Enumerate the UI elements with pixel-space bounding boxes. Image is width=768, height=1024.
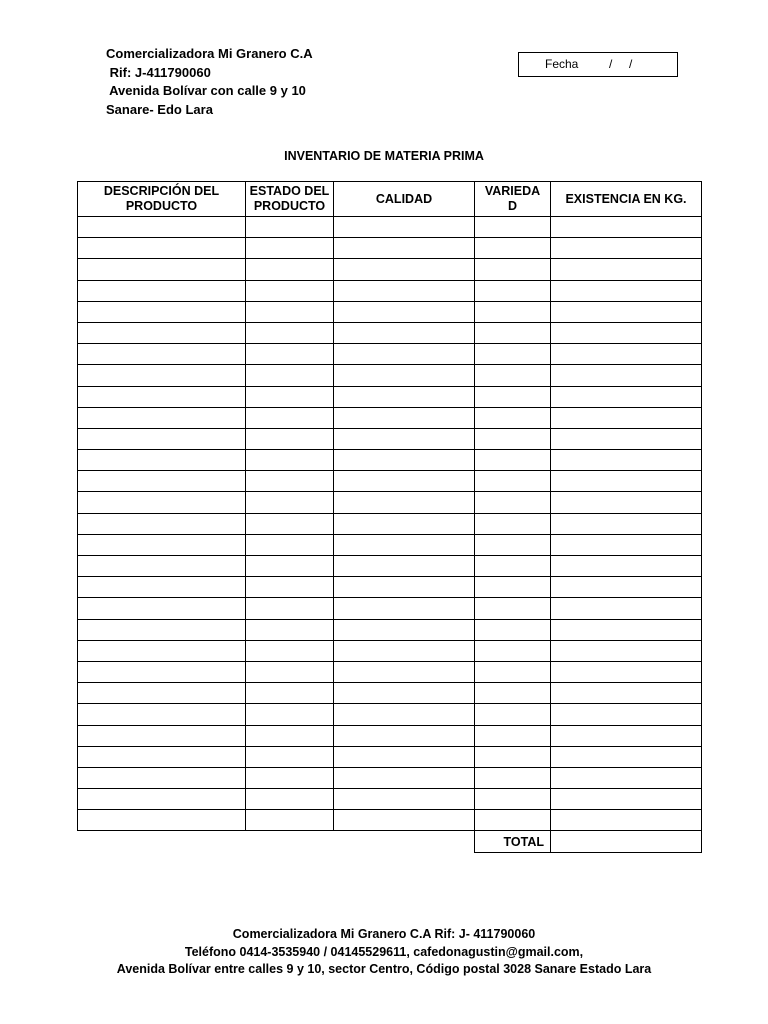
table-cell[interactable] bbox=[78, 789, 246, 810]
table-cell[interactable] bbox=[246, 767, 334, 788]
table-row bbox=[78, 450, 702, 471]
table-cell[interactable] bbox=[78, 661, 246, 682]
table-cell[interactable] bbox=[551, 534, 702, 555]
table-cell[interactable] bbox=[78, 746, 246, 767]
table-cell[interactable] bbox=[78, 238, 246, 259]
table-cell[interactable] bbox=[551, 217, 702, 238]
table-cell[interactable] bbox=[78, 280, 246, 301]
table-cell[interactable] bbox=[246, 683, 334, 704]
table-cell[interactable] bbox=[246, 534, 334, 555]
table-cell[interactable] bbox=[551, 280, 702, 301]
table-cell[interactable] bbox=[551, 746, 702, 767]
table-cell[interactable] bbox=[551, 810, 702, 831]
table-cell[interactable] bbox=[246, 428, 334, 449]
table-cell[interactable] bbox=[551, 492, 702, 513]
company-header bbox=[106, 45, 313, 119]
table-cell[interactable] bbox=[78, 577, 246, 598]
table-cell[interactable] bbox=[551, 725, 702, 746]
header-variedad: VARIEDA D bbox=[475, 182, 551, 217]
table-cell[interactable] bbox=[334, 810, 475, 831]
table-row bbox=[78, 640, 702, 661]
table-cell[interactable] bbox=[551, 704, 702, 725]
table-cell[interactable] bbox=[475, 619, 551, 640]
table-cell[interactable] bbox=[475, 492, 551, 513]
table-cell[interactable] bbox=[78, 513, 246, 534]
table-cell[interactable] bbox=[551, 619, 702, 640]
table-row bbox=[78, 492, 702, 513]
table-cell[interactable] bbox=[334, 704, 475, 725]
table-cell[interactable] bbox=[475, 534, 551, 555]
table-cell[interactable] bbox=[78, 217, 246, 238]
table-cell[interactable] bbox=[475, 789, 551, 810]
total-label: TOTAL bbox=[475, 831, 551, 852]
date-separator: / bbox=[609, 57, 613, 71]
table-row bbox=[78, 238, 702, 259]
table-cell[interactable] bbox=[475, 556, 551, 577]
table-row bbox=[78, 344, 702, 365]
table-cell[interactable] bbox=[246, 217, 334, 238]
date-field[interactable] bbox=[518, 52, 678, 77]
footer-line: Teléfono 0414-3535940 / 04145529611, cafedonagustin@gmail.com, bbox=[184, 944, 584, 959]
table-cell[interactable] bbox=[246, 322, 334, 343]
table-cell[interactable] bbox=[475, 513, 551, 534]
table-cell[interactable] bbox=[246, 407, 334, 428]
table-cell[interactable] bbox=[246, 344, 334, 365]
table-cell[interactable] bbox=[78, 704, 246, 725]
table-cell[interactable] bbox=[551, 471, 702, 492]
header-existencia: EXISTENCIA EN KG. bbox=[551, 182, 702, 217]
table-cell[interactable] bbox=[246, 556, 334, 577]
table-cell[interactable] bbox=[475, 683, 551, 704]
table-cell[interactable] bbox=[78, 619, 246, 640]
table-row bbox=[78, 217, 702, 238]
table-cell[interactable] bbox=[475, 344, 551, 365]
table-row bbox=[78, 598, 702, 619]
table-cell[interactable] bbox=[475, 471, 551, 492]
table-cell[interactable] bbox=[334, 534, 475, 555]
table-row bbox=[78, 534, 702, 555]
table-cell[interactable] bbox=[246, 471, 334, 492]
table-cell[interactable] bbox=[78, 556, 246, 577]
table-cell[interactable] bbox=[246, 746, 334, 767]
table-row bbox=[78, 704, 702, 725]
table-cell[interactable] bbox=[334, 280, 475, 301]
table-cell[interactable] bbox=[551, 428, 702, 449]
table-cell[interactable] bbox=[334, 640, 475, 661]
table-cell[interactable] bbox=[334, 407, 475, 428]
table-cell[interactable] bbox=[475, 704, 551, 725]
table-cell[interactable] bbox=[334, 259, 475, 280]
footer-line: Avenida Bolívar entre calles 9 y 10, sector Centro, Código postal 3028 Sanare Estado Lara bbox=[116, 962, 652, 976]
table-cell[interactable] bbox=[246, 259, 334, 280]
table-cell[interactable] bbox=[334, 746, 475, 767]
table-cell[interactable] bbox=[551, 640, 702, 661]
table-cell[interactable] bbox=[475, 450, 551, 471]
table-cell[interactable] bbox=[475, 365, 551, 386]
table-cell[interactable] bbox=[551, 301, 702, 322]
table-row bbox=[78, 322, 702, 343]
table-cell[interactable] bbox=[78, 598, 246, 619]
total-row bbox=[78, 831, 702, 852]
table-cell[interactable] bbox=[78, 810, 246, 831]
table-cell[interactable] bbox=[334, 217, 475, 238]
table-cell[interactable] bbox=[246, 301, 334, 322]
table-cell[interactable] bbox=[246, 725, 334, 746]
table-cell[interactable] bbox=[246, 577, 334, 598]
table-cell[interactable] bbox=[334, 767, 475, 788]
table-cell[interactable] bbox=[246, 789, 334, 810]
table-row bbox=[78, 661, 702, 682]
table-cell[interactable] bbox=[475, 725, 551, 746]
table-cell[interactable] bbox=[334, 238, 475, 259]
table-cell[interactable] bbox=[551, 322, 702, 343]
table-cell[interactable] bbox=[551, 344, 702, 365]
table-row bbox=[78, 386, 702, 407]
table-cell[interactable] bbox=[246, 386, 334, 407]
table-cell[interactable] bbox=[475, 746, 551, 767]
table-cell[interactable] bbox=[551, 598, 702, 619]
table-cell[interactable] bbox=[475, 640, 551, 661]
table-cell[interactable] bbox=[78, 259, 246, 280]
table-row bbox=[78, 301, 702, 322]
table-cell[interactable] bbox=[78, 344, 246, 365]
table-cell[interactable] bbox=[334, 683, 475, 704]
table-cell[interactable] bbox=[78, 683, 246, 704]
table-cell[interactable] bbox=[246, 598, 334, 619]
table-cell[interactable] bbox=[78, 386, 246, 407]
table-row bbox=[78, 619, 702, 640]
table-cell[interactable] bbox=[78, 365, 246, 386]
table-row bbox=[78, 407, 702, 428]
table-cell[interactable] bbox=[475, 407, 551, 428]
table-cell[interactable] bbox=[551, 365, 702, 386]
table-cell[interactable] bbox=[551, 577, 702, 598]
table-cell[interactable] bbox=[475, 280, 551, 301]
footer-line: Comercializadora Mi Granero C.A Rif: J- 411790060 bbox=[232, 927, 536, 941]
table-cell[interactable] bbox=[78, 640, 246, 661]
table-cell[interactable] bbox=[334, 344, 475, 365]
total-row-spacer bbox=[78, 831, 475, 852]
table-cell[interactable] bbox=[334, 725, 475, 746]
table-cell[interactable] bbox=[246, 704, 334, 725]
date-label: Fecha bbox=[545, 57, 579, 71]
company-rif: Rif: J-411790060 bbox=[106, 64, 211, 80]
header-estado: ESTADO DEL PRODUCTO bbox=[246, 182, 334, 217]
table-cell[interactable] bbox=[334, 471, 475, 492]
table-row bbox=[78, 810, 702, 831]
table-cell[interactable] bbox=[78, 450, 246, 471]
table-cell[interactable] bbox=[78, 471, 246, 492]
table-cell[interactable] bbox=[78, 534, 246, 555]
table-cell[interactable] bbox=[475, 322, 551, 343]
header-descripcion: DESCRIPCIÓN DEL PRODUCTO bbox=[78, 182, 246, 217]
table-cell[interactable] bbox=[334, 301, 475, 322]
table-cell[interactable] bbox=[334, 322, 475, 343]
table-header-row bbox=[78, 182, 702, 217]
table-cell[interactable] bbox=[475, 661, 551, 682]
table-cell[interactable] bbox=[78, 322, 246, 343]
table-cell[interactable] bbox=[475, 428, 551, 449]
table-cell[interactable] bbox=[78, 301, 246, 322]
table-row bbox=[78, 577, 702, 598]
table-row bbox=[78, 746, 702, 767]
table-cell[interactable] bbox=[334, 365, 475, 386]
table-cell[interactable] bbox=[475, 238, 551, 259]
table-row bbox=[78, 767, 702, 788]
table-cell[interactable] bbox=[334, 661, 475, 682]
table-cell[interactable] bbox=[551, 661, 702, 682]
table-cell[interactable] bbox=[78, 767, 246, 788]
table-cell[interactable] bbox=[475, 767, 551, 788]
table-cell[interactable] bbox=[551, 556, 702, 577]
table-cell[interactable] bbox=[246, 619, 334, 640]
table-cell[interactable] bbox=[475, 301, 551, 322]
footer bbox=[0, 926, 768, 979]
table-cell[interactable] bbox=[78, 407, 246, 428]
table-cell[interactable] bbox=[246, 492, 334, 513]
table-cell[interactable] bbox=[246, 513, 334, 534]
table-cell[interactable] bbox=[475, 598, 551, 619]
table-cell[interactable] bbox=[78, 492, 246, 513]
table-cell[interactable] bbox=[334, 619, 475, 640]
table-cell[interactable] bbox=[334, 598, 475, 619]
table-cell[interactable] bbox=[475, 217, 551, 238]
table-cell[interactable] bbox=[246, 450, 334, 471]
table-row bbox=[78, 513, 702, 534]
table-cell[interactable] bbox=[246, 238, 334, 259]
table-cell[interactable] bbox=[551, 407, 702, 428]
table-row bbox=[78, 556, 702, 577]
table-cell[interactable] bbox=[551, 259, 702, 280]
table-cell[interactable] bbox=[551, 386, 702, 407]
table-cell[interactable] bbox=[334, 513, 475, 534]
table-row bbox=[78, 365, 702, 386]
table-cell[interactable] bbox=[551, 789, 702, 810]
table-row bbox=[78, 428, 702, 449]
table-cell[interactable] bbox=[551, 767, 702, 788]
table-cell[interactable] bbox=[475, 577, 551, 598]
table-cell[interactable] bbox=[246, 280, 334, 301]
total-value-cell[interactable] bbox=[551, 831, 702, 852]
table-cell[interactable] bbox=[551, 238, 702, 259]
table-cell[interactable] bbox=[78, 428, 246, 449]
table-cell[interactable] bbox=[334, 386, 475, 407]
table-cell[interactable] bbox=[551, 513, 702, 534]
table-cell[interactable] bbox=[334, 556, 475, 577]
table-cell[interactable] bbox=[334, 450, 475, 471]
table-cell[interactable] bbox=[334, 789, 475, 810]
date-separator: / bbox=[629, 57, 633, 71]
table-cell[interactable] bbox=[334, 428, 475, 449]
company-name: Comercializadora Mi Granero C.A bbox=[106, 46, 313, 61]
table-cell[interactable] bbox=[78, 725, 246, 746]
header-calidad: CALIDAD bbox=[334, 182, 475, 217]
table-cell[interactable] bbox=[246, 365, 334, 386]
table-row bbox=[78, 789, 702, 810]
table-cell[interactable] bbox=[334, 577, 475, 598]
table-cell[interactable] bbox=[246, 810, 334, 831]
inventory-table bbox=[77, 181, 702, 853]
table-cell[interactable] bbox=[246, 661, 334, 682]
company-city: Sanare- Edo Lara bbox=[106, 101, 213, 117]
table-cell[interactable] bbox=[475, 259, 551, 280]
table-cell[interactable] bbox=[246, 640, 334, 661]
document-title: INVENTARIO DE MATERIA PRIMA bbox=[284, 149, 484, 163]
table-cell[interactable] bbox=[551, 450, 702, 471]
table-row bbox=[78, 280, 702, 301]
table-cell[interactable] bbox=[475, 386, 551, 407]
table-row bbox=[78, 259, 702, 280]
table-row bbox=[78, 725, 702, 746]
table-row bbox=[78, 683, 702, 704]
table-cell[interactable] bbox=[551, 683, 702, 704]
table-cell[interactable] bbox=[475, 810, 551, 831]
table-cell[interactable] bbox=[334, 492, 475, 513]
table-row bbox=[78, 471, 702, 492]
company-address: Avenida Bolívar con calle 9 y 10 bbox=[106, 83, 306, 98]
